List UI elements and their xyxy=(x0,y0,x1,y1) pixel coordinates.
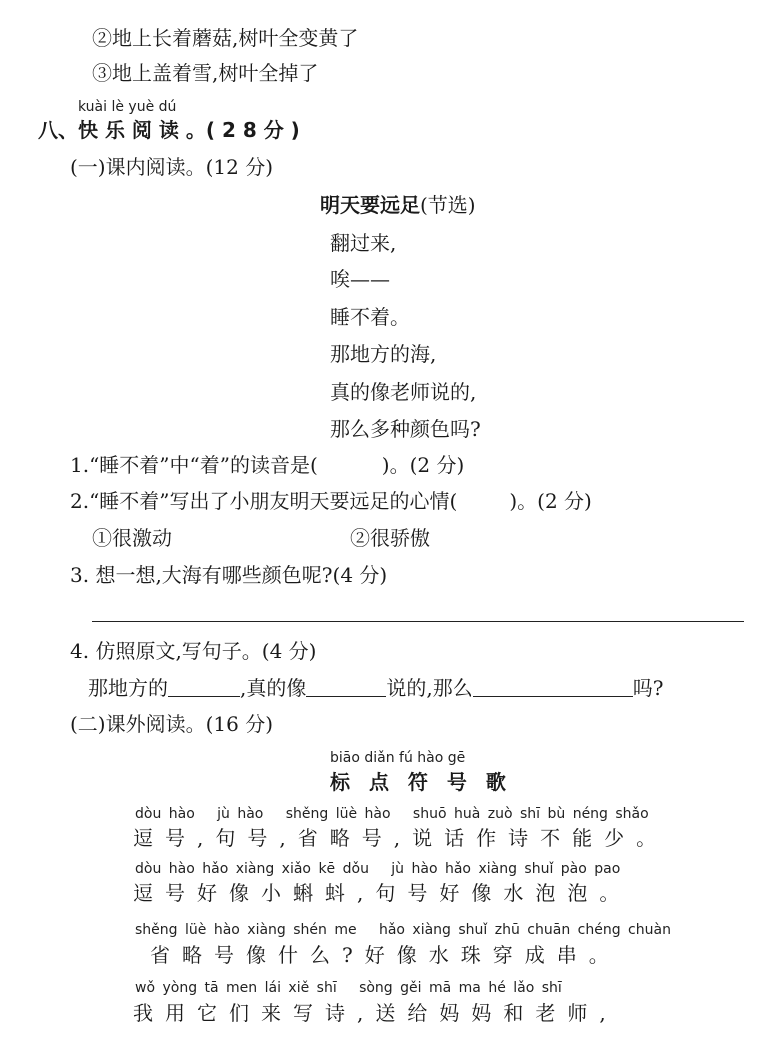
passage-note: (节选) xyxy=(420,193,476,217)
q4-blank-1[interactable] xyxy=(168,676,240,697)
poem-line-pinyin: dòu hào hǎo xiàng xiǎo kē dǒu jù hào hǎo xiàng shuǐ pào pao xyxy=(135,861,621,877)
question-1-text: 1.“睡不着”中“着”的读音是( xyxy=(70,453,318,477)
question-2-option-1: ①很激动 xyxy=(92,526,172,550)
poem-line-pinyin: dòu hào jù hào shěng lüè hào shuō huà zuò shī bù néng shǎo xyxy=(135,806,649,822)
question-2-option-2: ②很骄傲 xyxy=(350,526,430,550)
passage-title: 明天要远足 xyxy=(320,193,420,217)
question-1 xyxy=(70,453,464,477)
passage-title-row xyxy=(320,193,476,217)
part1-heading: (一)课内阅读。(12 分) xyxy=(70,155,274,179)
passage-line: 睡不着。 xyxy=(330,305,410,329)
poem-line-pinyin: wǒ yòng tā men lái xiě shī sòng gěi mā ma hé lǎo shī xyxy=(135,980,562,996)
passage-line: 那么多种颜色吗? xyxy=(330,417,481,441)
question-2 xyxy=(70,489,592,513)
question-4: 4. 仿照原文,写句子。(4 分) xyxy=(70,639,317,663)
poem-line: 逗号,句号,省略号,说话作诗不能少。 xyxy=(133,826,669,850)
option-2: ②地上长着蘑菇,树叶全变黄了 xyxy=(92,26,359,50)
q4-blank-2[interactable] xyxy=(306,676,386,697)
section-title: 八、快 乐 阅 读 。( 2 8 分 ) xyxy=(38,118,300,142)
poem-title: 标 点 符 号 歌 xyxy=(330,770,512,794)
q4-part-4: 吗? xyxy=(632,676,664,700)
poem-line-pinyin: shěng lüè hào xiàng shén me hǎo xiàng shuǐ zhū chuān chéng chuàn xyxy=(135,922,671,938)
poem-line: 我用它们来写诗,送给妈妈和老师, xyxy=(133,1001,618,1025)
question-4-sentence xyxy=(88,676,663,700)
q4-part-2: ,真的像 xyxy=(240,676,307,700)
question-1-score: )。(2 分) xyxy=(381,453,465,477)
passage-line: 唉—— xyxy=(330,267,390,291)
question-3-answer-line[interactable] xyxy=(92,621,744,622)
question-2-score: )。(2 分) xyxy=(509,489,592,513)
section-title-pinyin: kuài lè yuè dú xyxy=(78,99,177,115)
poem-line: 省略号像什么?好像水珠穿成串。 xyxy=(150,943,621,967)
q4-part-3: 说的,那么 xyxy=(386,676,473,700)
question-3: 3. 想一想,大海有哪些颜色呢?(4 分) xyxy=(70,563,388,587)
part2-heading: (二)课外阅读。(16 分) xyxy=(70,712,274,736)
q4-blank-3[interactable] xyxy=(473,676,633,697)
poem-line: 逗号好像小蝌蚪,句号好像水泡泡。 xyxy=(133,881,632,905)
passage-line: 真的像老师说的, xyxy=(330,380,477,404)
poem-title-pinyin: biāo diǎn fú hào gē xyxy=(330,750,466,766)
passage-line: 翻过来, xyxy=(330,231,397,255)
passage-line: 那地方的海, xyxy=(330,342,437,366)
q4-part-1: 那地方的 xyxy=(88,676,168,700)
question-2-text: 2.“睡不着”写出了小朋友明天要远足的心情( xyxy=(70,489,458,513)
option-3: ③地上盖着雪,树叶全掉了 xyxy=(92,61,319,85)
